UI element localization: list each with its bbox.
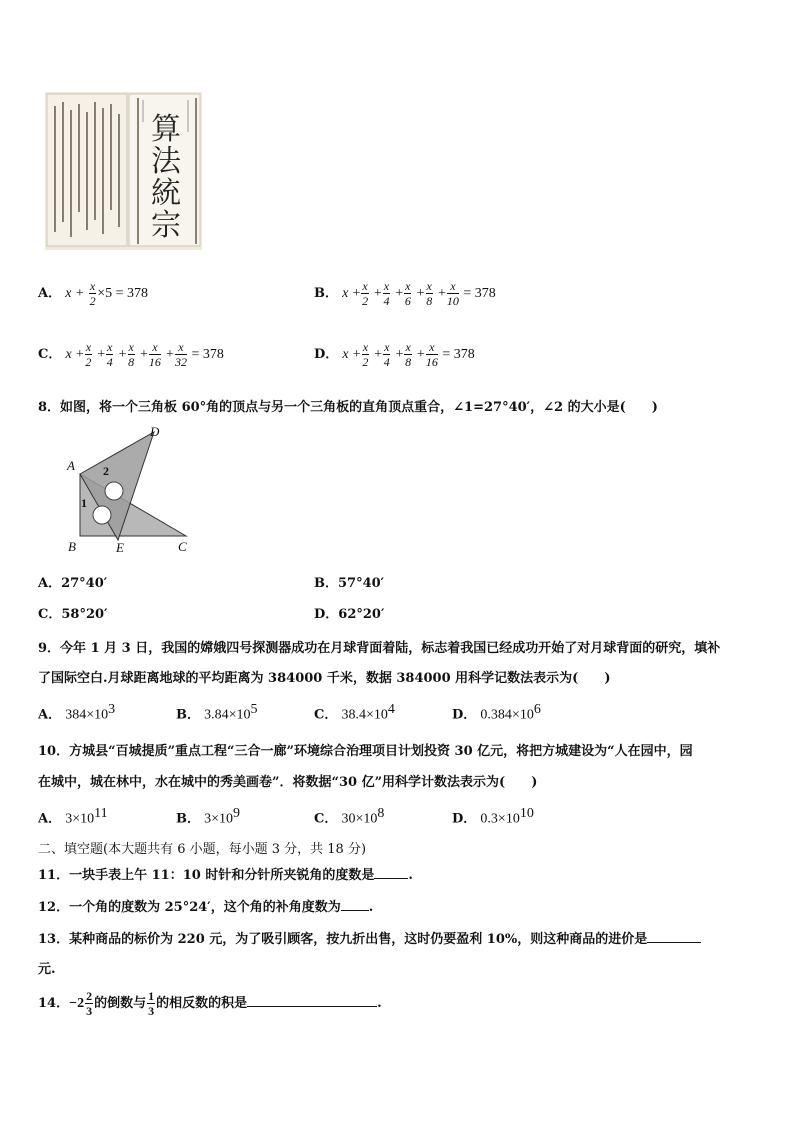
answer-blank[interactable] — [647, 930, 701, 943]
q11: 11．一块手表上午 11：10 时针和分针所夹锐角的度数是 . — [38, 868, 413, 883]
q7-option-a[interactable]: A． x + $\frac{x}{2}$ ×5 = 378 — [38, 279, 149, 308]
q10-option-d[interactable]: D． $0.3\times 10^{10}$ — [452, 806, 534, 827]
book-title-char: 統 — [151, 176, 181, 211]
fraction: $\frac{x}{2}$ — [89, 279, 96, 308]
q7-option-d[interactable]: D． x + $\frac{x}{2}$ + $\frac{x}{4}$ + $\frac{x}{8}$ + $\frac{x}{16}$ = 378 — [314, 340, 475, 369]
q10-stem-line1: 10．方城县“百城提质”重点工程“三合一廊”环境综合治理项目计划投资 30 亿元，将把方城建设为“人在园中，园 — [38, 744, 693, 759]
fraction: $\frac{x}{4}$ — [106, 340, 113, 369]
fraction: $\frac{x}{10}$ — [446, 279, 459, 308]
q10-option-a[interactable]: A． $3\times 10^{11}$ — [38, 806, 108, 827]
q8-option-b[interactable]: B．57°40′ — [314, 576, 385, 591]
q8-option-c[interactable]: C．58°20′ — [38, 607, 108, 622]
label-e: E — [116, 540, 124, 555]
answer-blank[interactable] — [247, 994, 377, 1007]
fraction: $\frac{2}{3}$ — [86, 989, 93, 1018]
fraction: $\frac{x}{8}$ — [426, 279, 433, 308]
fraction: $\frac{x}{16}$ — [425, 340, 438, 369]
label-1: 1 — [81, 496, 87, 510]
q8-option-a[interactable]: A．27°40′ — [38, 576, 108, 591]
q10-option-c[interactable]: C． $30\times 10^8$ — [314, 806, 385, 827]
section-heading: 二、填空题(本大题共有 6 小题，每小题 3 分，共 18 分) — [38, 842, 367, 857]
book-title-vertical — [148, 114, 184, 242]
fraction: $\frac{x}{6}$ — [404, 279, 411, 308]
fraction: $\frac{x}{2}$ — [362, 340, 369, 369]
fraction: $\frac{x}{16}$ — [148, 340, 161, 369]
label-d: D — [150, 424, 160, 439]
fraction: $\frac{x}{2}$ — [362, 279, 369, 308]
book-title-char: 宗 — [151, 208, 181, 243]
q9-option-a[interactable]: A． $384\times 10^3$ — [38, 702, 116, 723]
q13-line2: 元. — [38, 962, 56, 977]
fraction: $\frac{x}{8}$ — [405, 340, 412, 369]
fraction: $\frac{x}{4}$ — [383, 279, 390, 308]
label-c: C — [178, 539, 187, 554]
fraction: $\frac{1}{3}$ — [148, 989, 155, 1018]
label-b: B — [68, 539, 76, 554]
q12: 12．一个角的度数为 25°24′，这个角的补角度数为 . — [38, 900, 374, 915]
book-cover-image — [45, 92, 202, 250]
label-2: 2 — [103, 464, 109, 478]
q7-option-b[interactable]: B． x + $\frac{x}{2}$ + $\frac{x}{4}$ + $\frac{x}{6}$ + $\frac{x}{8}$ + $\frac{x}{10}$ = 378 — [314, 279, 496, 308]
answer-blank[interactable] — [341, 898, 369, 911]
fraction: $\frac{x}{32}$ — [174, 340, 187, 369]
q14: 14．−2 $\frac{2}{3}$ 的倒数与 $\frac{1}{3}$ 的相反数的积是 . — [38, 989, 382, 1018]
q10-option-b[interactable]: B． $3\times 10^9$ — [176, 806, 241, 827]
q8-triangle-figure — [62, 424, 192, 556]
q9-stem-line2: 了国际空白.月球距离地球的平均距离为 384000 千米，数据 384000 用科学记数法表示为( ) — [38, 671, 611, 686]
answer-blank[interactable] — [374, 866, 408, 879]
book-title-char: 法 — [151, 144, 181, 179]
q9-option-d[interactable]: D． $0.384\times 10^6$ — [452, 702, 541, 723]
q9-option-b[interactable]: B． $3.84\times 10^5$ — [176, 702, 258, 723]
label-a: A — [67, 458, 75, 473]
fraction: $\frac{x}{2}$ — [85, 340, 92, 369]
q10-stem-line2: 在城中，城在林中，水在城中的秀美画卷”．将数据“30 亿”用科学计数法表示为( ) — [38, 775, 538, 790]
fraction: $\frac{x}{4}$ — [383, 340, 390, 369]
q7-option-c[interactable]: C． x + $\frac{x}{2}$ + $\frac{x}{4}$ + $\frac{x}{8}$ + $\frac{x}{16}$ + $\frac{x}{32}$ = 378 — [38, 340, 224, 369]
q8-option-d[interactable]: D．62°20′ — [314, 607, 385, 622]
book-title-char: 算 — [151, 112, 181, 147]
q8-stem: 8．如图，将一个三角板 60°角的顶点与另一个三角板的直角顶点重合，∠1=27°40′，∠2 的大小是( ) — [38, 400, 658, 415]
triangle-figure-svg — [62, 424, 192, 556]
fraction: $\frac{x}{8}$ — [128, 340, 135, 369]
q9-stem-line1: 9．今年 1 月 3 日，我国的嫦娥四号探测器成功在月球背面着陆，标志着我国已经成功开始了对月球背面的研究，填补 — [38, 641, 721, 656]
q9-option-c[interactable]: C． $38.4\times 10^4$ — [314, 702, 395, 723]
q13: 13．某种商品的标价为 220 元，为了吸引顾客，按九折出售，这时仍要盈利 10%，则这种商品的进价是 — [38, 928, 701, 947]
